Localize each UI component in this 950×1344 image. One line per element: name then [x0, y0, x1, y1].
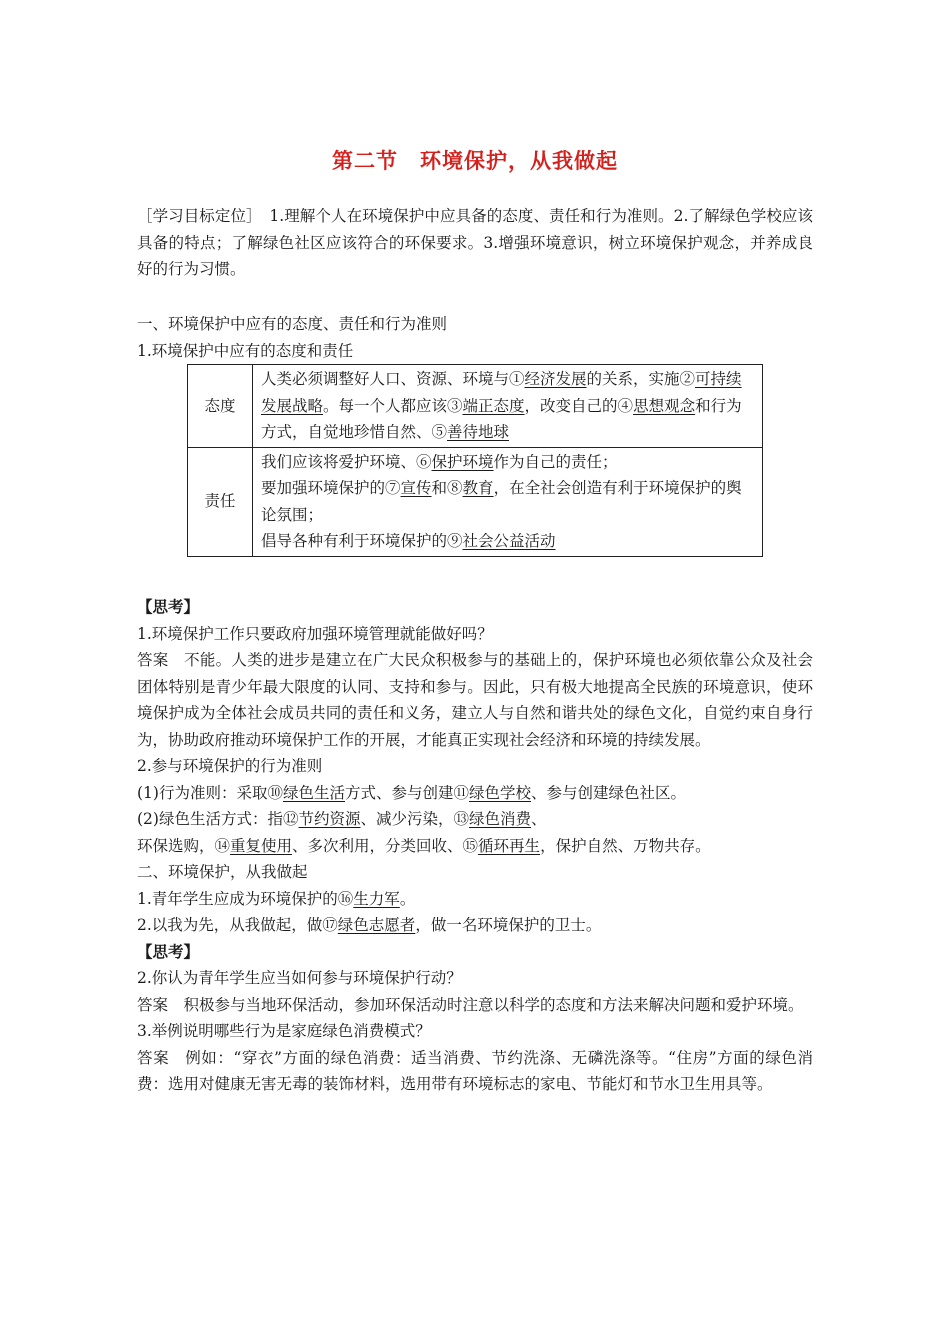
objectives-text: 1.理解个人在环境保护中应具备的态度、责任和行为准则。2.了解绿色学校应该具备的特点；了解绿色社区应该符合的环保要求。3.增强环境意识，树立环境保护观念，并养成良好的行为习惯。: [137, 207, 813, 278]
sub-2-line-2: [137, 806, 813, 833]
resp-text-1a: 我们应该将爱护环境、⑥: [261, 452, 432, 471]
blank-12: 节约资源: [298, 810, 361, 828]
blank-15: 循环再生: [478, 836, 541, 855]
sub2-text-1b: 方式、参与创建⑪: [344, 783, 469, 802]
resp-text-2a: 要加强环境保护的⑦: [261, 479, 401, 497]
attitude-text-4: ，改变自己的④: [524, 396, 634, 415]
sub2-text-2a: (2)绿色生活方式：指⑫: [137, 810, 299, 828]
table-row-responsibility: [188, 447, 763, 556]
blank-9: 社会公益活动: [462, 532, 556, 550]
sub2-text-3b: 、多次利用，分类回收、⑮: [292, 836, 479, 855]
resp-text-2b: 和⑧: [431, 479, 463, 497]
responsibility-content: [253, 447, 763, 556]
resp-text-3a: 倡导各种有利于环境保护的⑨: [261, 532, 463, 550]
blank-17: 绿色志愿者: [337, 916, 416, 934]
answer-3: 答案 例如：“穿衣”方面的绿色消费：适当消费、节约洗涤、无磷洗涤等。“住房”方面的绿色消费：选用对健康无害无毒的装饰材料，选用带有环境标志的家电、节能灯和节水卫生用具等。: [137, 1048, 813, 1093]
attitude-text-3: 。每一个人都应该③: [323, 396, 463, 415]
sec2-text-2a: 2.以我为先，从我做起，做⑰: [137, 916, 338, 934]
blank-2: 可持续发展战略: [261, 370, 742, 415]
section-2-line-1: [137, 886, 813, 913]
sub2-text-1c: 、参与创建绿色社区。: [531, 783, 687, 802]
table-row-attitude: [188, 365, 763, 448]
attitude-text-1: 人类必须调整好人口、资源、环境与①: [261, 370, 525, 388]
blank-4: 思想观念: [633, 396, 696, 415]
blank-3: 端正态度: [462, 396, 525, 415]
blank-10: 绿色生活: [282, 783, 345, 802]
blank-13: 绿色消费: [469, 810, 532, 828]
sub2-text-2c: 、: [531, 810, 547, 828]
blank-6: 保护环境: [431, 452, 494, 471]
attitude-text-2: 的关系，实施②: [586, 370, 696, 388]
think-label-1: 【思考】: [137, 597, 200, 616]
sub2-text-2b: 、减少污染，⑬: [360, 810, 469, 828]
answer-2: 答案 积极参与当地环保活动，参加环保活动时注意以科学的态度和方法来解决问题和爱护环境。: [137, 995, 804, 1014]
sub-2-line-3: [137, 833, 813, 860]
sec2-text-2b: ，做一名环境保护的卫士。: [415, 916, 602, 934]
question-2: 2.你认为青年学生应当如何参与环境保护行动？: [137, 969, 462, 987]
resp-text-1b: 作为自己的责任；: [493, 452, 618, 471]
sub2-text-1a: (1)行为准则：采取⑩: [137, 783, 283, 802]
blank-5: 善待地球: [447, 423, 510, 441]
attitude-responsibility-table: [187, 364, 763, 557]
sec2-text-1b: 。: [399, 889, 416, 908]
answer-1: 答案 不能。人类的进步是建立在广大民众积极参与的基础上的，保护环境也必须依靠公众及社会团体特别是青少年最大限度的认同、支持和参与。因此，只有极大地提高全民族的环境意识，使环境保护成为全体社会成员共同的责任和义务，建立人与自然和谐共处的绿色文化，自觉约束自身行为，协助政府推动环境保护工作的开展，才能真正实现社会经济和环境的持续发展。: [137, 651, 813, 749]
question-1: 1.环境保护工作只要政府加强环境管理就能做好吗？: [137, 624, 493, 643]
question-3: 3.举例说明哪些行为是家庭绿色消费模式？: [137, 1022, 431, 1040]
blank-8: 教育: [462, 479, 494, 497]
learning-objectives: [137, 203, 813, 283]
section-1: [137, 311, 813, 557]
responsibility-line-1: [261, 449, 754, 476]
attitude-text-5: 和行为方式，自觉地珍惜自然、⑤: [261, 396, 742, 441]
blank-16: 生力军: [353, 889, 400, 908]
sec2-text-1a: 1.青年学生应成为环境保护的⑯: [137, 889, 354, 908]
blank-1: 经济发展: [524, 370, 587, 388]
sub2-text-3c: ，保护自然、万物共存。: [540, 836, 711, 855]
think-section-1: [137, 594, 813, 1098]
responsibility-header: 责任: [188, 447, 253, 556]
section-2-heading: 二、环境保护，从我做起: [137, 863, 308, 881]
section-2-line-2: [137, 912, 813, 939]
resp-text-2c: ，在全社会创造有利于环境保护的舆论氛围；: [261, 479, 742, 524]
blank-11: 绿色学校: [469, 783, 532, 802]
sub2-text-3a: 环保选购，⑭: [137, 836, 231, 855]
blank-14: 重复使用: [230, 836, 293, 855]
objectives-label: ［学习目标定位］: [137, 207, 254, 225]
sub-2-heading: 2.参与环境保护的行为准则: [137, 757, 323, 775]
attitude-content: [253, 365, 763, 448]
section-1-sub-1: 1.环境保护中应有的态度和责任: [137, 341, 354, 360]
attitude-header: 态度: [188, 365, 253, 448]
sub-2-line-1: [137, 780, 813, 807]
section-1-heading: 一、环境保护中应有的态度、责任和行为准则: [137, 315, 448, 333]
responsibility-line-2: [261, 475, 754, 528]
responsibility-line-3: [261, 528, 754, 555]
think-label-2: 【思考】: [137, 941, 200, 961]
page-title: 第二节 环境保护，从我做起: [332, 149, 618, 173]
blank-7: 宣传: [400, 479, 432, 497]
